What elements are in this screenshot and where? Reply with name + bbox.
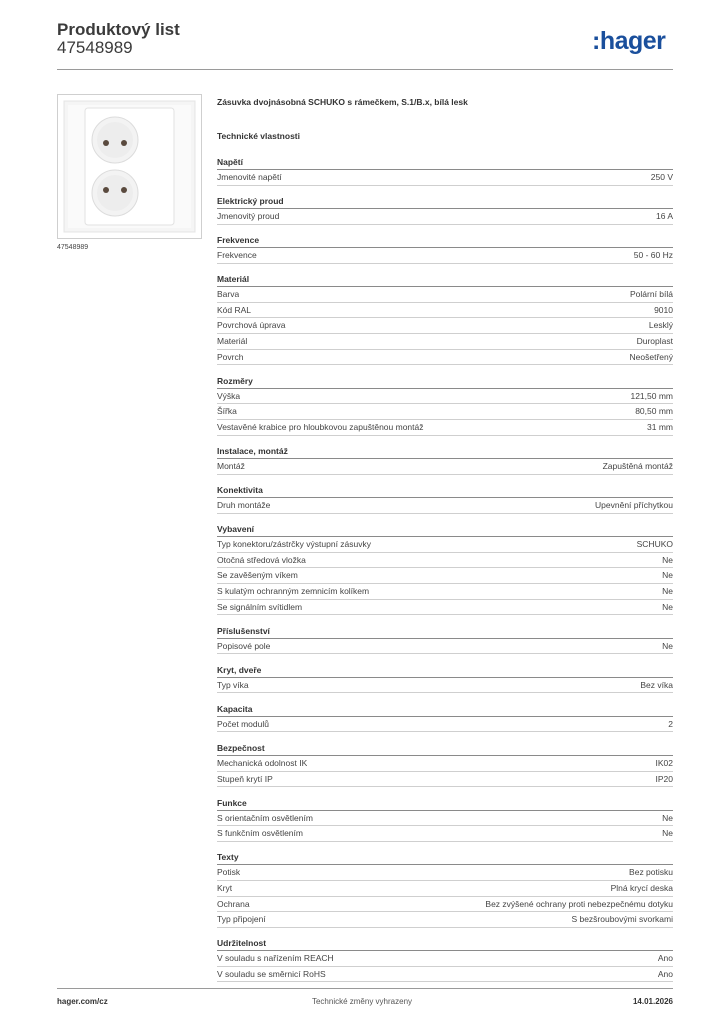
spec-value: Duroplast — [636, 336, 673, 347]
spec-row — [217, 951, 673, 967]
spec-row — [217, 881, 673, 897]
spec-label: S kulatým ochranným zemnicím kolíkem — [217, 586, 370, 596]
spec-label: S funkčním osvětlením — [217, 828, 303, 839]
spec-row — [217, 459, 673, 475]
footer-date: 14.01.2026 — [632, 997, 673, 1006]
section-title: Texty — [217, 851, 673, 865]
spec-value: 16 A — [655, 211, 673, 222]
product-number: 47548989 — [57, 38, 133, 57]
spec-label: Kód RAL — [217, 304, 252, 315]
spec-label: V souladu se směrnicí RoHS — [217, 968, 326, 979]
spec-label: Montáž — [217, 461, 245, 472]
section-title: Bezpečnost — [217, 742, 673, 756]
section-title: Materiál — [217, 273, 673, 287]
spec-value: Ano — [657, 953, 673, 964]
spec-row — [217, 756, 673, 772]
spec-label: Povrchová úprava — [217, 320, 286, 331]
spec-value: Ne — [662, 812, 673, 823]
spec-label: Povrch — [217, 351, 244, 362]
spec-row — [217, 420, 673, 436]
spec-row — [217, 537, 673, 553]
spec-row — [217, 404, 673, 420]
spec-value: Ne — [662, 586, 673, 596]
spec-section — [217, 625, 673, 655]
section-title: Elektrický proud — [217, 195, 673, 209]
spec-row — [217, 826, 673, 842]
product-image — [57, 94, 202, 239]
spec-value: 2 — [668, 718, 673, 729]
product-name: Zásuvka dvojnásobná SCHUKO s rámečkem, S.1/B.x, bílá lesk — [217, 97, 468, 107]
spec-row — [217, 303, 673, 319]
spec-row — [217, 912, 673, 928]
spec-value: 121,50 mm — [630, 390, 673, 401]
spec-section — [217, 797, 673, 842]
spec-row — [217, 318, 673, 334]
spec-label: Otočná středová vložka — [217, 554, 306, 565]
spec-section — [217, 703, 673, 733]
spec-label: Potisk — [217, 867, 241, 878]
spec-value: Ne — [662, 640, 673, 651]
spec-row — [217, 717, 673, 733]
footer-divider — [57, 988, 673, 989]
hager-logo — [592, 27, 674, 57]
spec-label: Materiál — [217, 336, 248, 347]
section-title: Funkce — [217, 797, 673, 811]
image-caption: 47548989 — [57, 244, 89, 251]
spec-value: Ne — [662, 828, 673, 839]
spec-value: 9010 — [654, 304, 673, 315]
spec-section — [217, 234, 673, 264]
header-divider — [57, 69, 673, 70]
spec-row — [217, 772, 673, 788]
spec-label: Se zavěšeným víkem — [217, 570, 298, 581]
spec-label: Typ konektoru/zástrčky výstupní zásuvky — [217, 539, 372, 550]
spec-value: Plná krycí deska — [610, 882, 673, 893]
section-title: Udržitelnost — [217, 937, 673, 951]
spec-row — [217, 967, 673, 983]
spec-value: 250 V — [650, 172, 673, 182]
socket-illustration — [58, 95, 201, 238]
spec-section — [217, 195, 673, 225]
spec-label: Výška — [217, 390, 241, 401]
spec-label: Druh montáže — [217, 500, 271, 511]
spec-label: Popisové pole — [217, 640, 271, 651]
spec-row — [217, 248, 673, 264]
spec-section — [217, 445, 673, 475]
spec-row — [217, 170, 673, 186]
spec-value: Lesklý — [648, 320, 673, 331]
section-title: Kryt, dveře — [217, 664, 673, 678]
spec-row — [217, 498, 673, 514]
spec-value: Ne — [662, 570, 673, 581]
spec-section — [217, 273, 673, 365]
spec-row — [217, 584, 673, 600]
section-title: Vybavení — [217, 523, 673, 537]
spec-value: Bez potisku — [629, 867, 673, 878]
spec-row — [217, 209, 673, 225]
spec-section — [217, 742, 673, 787]
spec-label: Jmenovitý proud — [217, 211, 280, 222]
spec-row — [217, 639, 673, 655]
section-title: Instalace, montáž — [217, 445, 673, 459]
spec-label: V souladu s nařízením REACH — [217, 953, 334, 964]
spec-value: IP20 — [655, 773, 673, 784]
spec-label: Frekvence — [217, 250, 257, 261]
spec-value: SCHUKO — [636, 539, 673, 550]
spec-label: Jmenovité napětí — [217, 172, 282, 182]
spec-label: Kryt — [217, 882, 233, 893]
svg-text::hager: :hager — [592, 27, 666, 55]
spec-label: Mechanická odolnost IK — [217, 757, 308, 768]
spec-row — [217, 287, 673, 303]
spec-label: Typ víka — [217, 679, 249, 690]
spec-value: Ne — [662, 554, 673, 565]
spec-value: Polární bílá — [630, 289, 673, 300]
spec-value: Bez víka — [640, 679, 673, 690]
spec-section — [217, 156, 673, 186]
spec-row — [217, 865, 673, 881]
spec-row — [217, 678, 673, 694]
footer-website[interactable]: hager.com/cz — [57, 997, 108, 1006]
spec-row — [217, 600, 673, 616]
spec-value: 50 - 60 Hz — [633, 250, 673, 261]
spec-row — [217, 350, 673, 366]
spec-row — [217, 553, 673, 569]
spec-section — [217, 375, 673, 436]
tech-heading: Technické vlastnosti — [217, 131, 300, 141]
spec-value: Bez zvýšené ochrany proti nebezpečnému dotyku — [485, 898, 673, 909]
spec-label: Typ připojení — [217, 914, 266, 925]
spec-label: Vestavěné krabice pro hloubkovou zapuštěnou montáž — [217, 421, 424, 432]
spec-label: Stupeň krytí IP — [217, 773, 273, 784]
spec-section — [217, 484, 673, 514]
spec-row — [217, 389, 673, 405]
spec-label: S orientačním osvětlením — [217, 812, 313, 823]
spec-value: 80,50 mm — [635, 406, 673, 417]
spec-label: Šířka — [217, 406, 237, 417]
section-title: Frekvence — [217, 234, 673, 248]
spec-section — [217, 851, 673, 927]
spec-value: S bezšroubovými svorkami — [571, 914, 673, 925]
spec-row — [217, 568, 673, 584]
spec-value: Ano — [657, 968, 673, 979]
spec-section — [217, 664, 673, 694]
spec-label: Počet modulů — [217, 718, 269, 729]
section-title: Napětí — [217, 156, 673, 170]
spec-value: Zapuštěná montáž — [602, 461, 673, 472]
spec-value: IK02 — [655, 757, 673, 768]
spec-value: Ne — [662, 601, 673, 612]
footer-disclaimer: Technické změny vyhrazeny — [311, 997, 413, 1006]
spec-label: Ochrana — [217, 898, 250, 909]
spec-value: 31 mm — [647, 421, 673, 432]
spec-label: Barva — [217, 289, 240, 300]
section-title: Příslušenství — [217, 625, 673, 639]
section-title: Rozměry — [217, 375, 673, 389]
spec-row — [217, 897, 673, 913]
page-title: Produktový list — [57, 20, 180, 39]
spec-value: Upevnění příchytkou — [595, 500, 673, 511]
spec-sections — [217, 156, 673, 982]
spec-row — [217, 811, 673, 827]
section-title: Konektivita — [217, 484, 673, 498]
spec-value: Neošetřený — [629, 351, 673, 362]
spec-label: Se signálním svítidlem — [217, 601, 303, 612]
section-title: Kapacita — [217, 703, 673, 717]
spec-section — [217, 937, 673, 982]
specification-panel — [217, 96, 673, 992]
spec-section — [217, 523, 673, 615]
spec-row — [217, 334, 673, 350]
